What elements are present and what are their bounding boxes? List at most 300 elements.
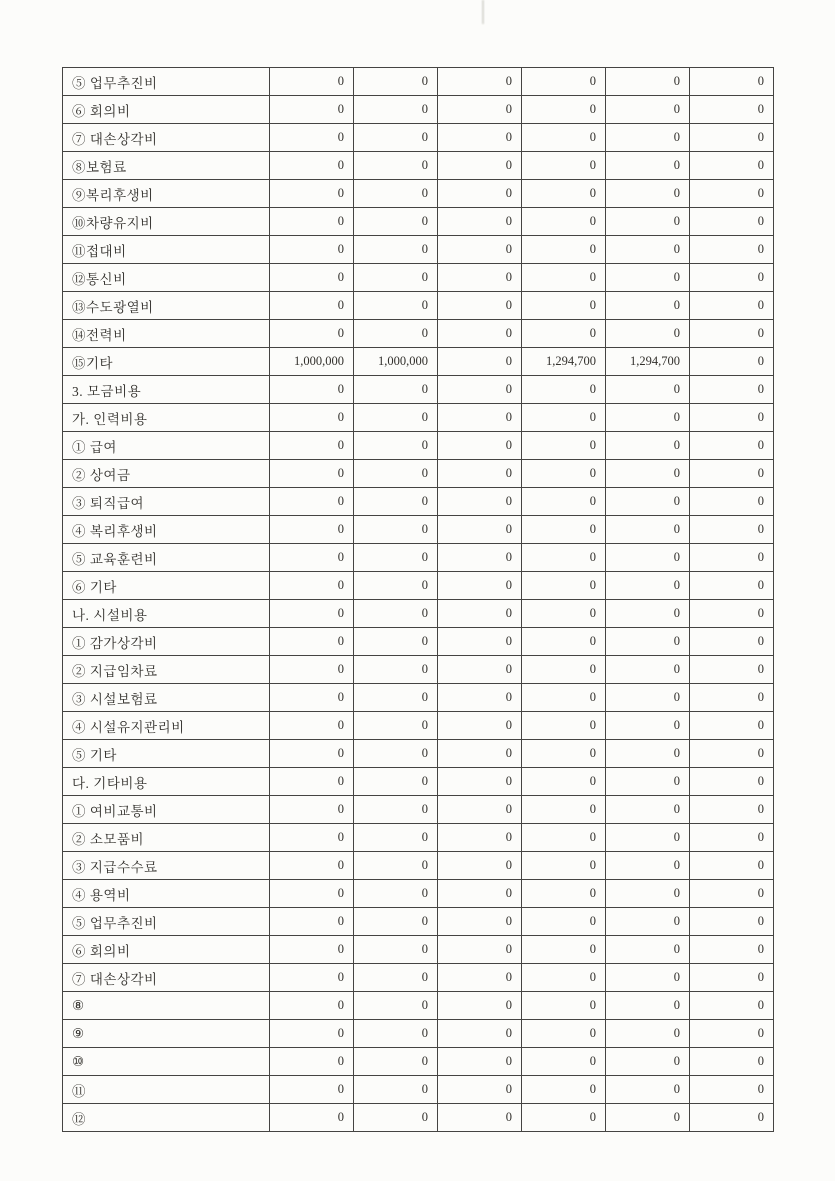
row-value: 0	[690, 712, 774, 740]
row-value: 0	[606, 432, 690, 460]
row-value: 0	[354, 1104, 438, 1132]
table-row	[63, 1020, 774, 1048]
row-value: 0	[270, 1020, 354, 1048]
row-value: 0	[690, 292, 774, 320]
row-value: 0	[690, 1020, 774, 1048]
row-label: ④ 복리후생비	[63, 516, 270, 544]
row-value: 0	[354, 460, 438, 488]
table-row	[63, 628, 774, 656]
table-row	[63, 656, 774, 684]
row-value: 0	[354, 824, 438, 852]
table-row	[63, 712, 774, 740]
row-value: 0	[606, 600, 690, 628]
row-value: 0	[438, 180, 522, 208]
row-label: ③ 퇴직급여	[63, 488, 270, 516]
row-value: 0	[522, 1048, 606, 1076]
row-value: 0	[354, 740, 438, 768]
row-value: 0	[438, 1020, 522, 1048]
row-value: 0	[354, 208, 438, 236]
row-value: 0	[438, 656, 522, 684]
row-value: 0	[522, 712, 606, 740]
row-label: ⑨	[63, 1020, 270, 1048]
row-value: 0	[438, 908, 522, 936]
table-row	[63, 796, 774, 824]
row-value: 0	[690, 180, 774, 208]
row-value: 0	[354, 544, 438, 572]
row-value: 0	[270, 516, 354, 544]
row-value: 0	[270, 768, 354, 796]
row-value: 0	[270, 180, 354, 208]
row-value: 0	[270, 152, 354, 180]
table-row	[63, 376, 774, 404]
row-value: 0	[270, 796, 354, 824]
table-row	[63, 852, 774, 880]
row-value: 0	[690, 572, 774, 600]
table-row	[63, 880, 774, 908]
row-value: 0	[606, 1020, 690, 1048]
row-value: 0	[438, 992, 522, 1020]
row-value: 0	[354, 432, 438, 460]
row-value: 0	[690, 796, 774, 824]
table-row	[63, 488, 774, 516]
row-value: 0	[438, 516, 522, 544]
row-value: 1,294,700	[606, 348, 690, 376]
row-label: ⑥ 회의비	[63, 96, 270, 124]
row-value: 0	[270, 600, 354, 628]
row-value: 0	[606, 516, 690, 544]
row-value: 0	[690, 880, 774, 908]
row-value: 0	[690, 96, 774, 124]
row-value: 0	[270, 572, 354, 600]
row-value: 0	[354, 600, 438, 628]
row-label: ⑪	[63, 1076, 270, 1104]
table-row	[63, 404, 774, 432]
row-value: 0	[270, 124, 354, 152]
row-value: 0	[606, 68, 690, 96]
row-value: 0	[354, 124, 438, 152]
row-value: 0	[522, 236, 606, 264]
row-value: 0	[690, 68, 774, 96]
row-value: 0	[438, 292, 522, 320]
row-value: 0	[270, 460, 354, 488]
row-value: 0	[354, 684, 438, 712]
row-value: 0	[606, 852, 690, 880]
table-row	[63, 600, 774, 628]
row-value: 0	[522, 740, 606, 768]
row-value: 0	[606, 992, 690, 1020]
row-value: 0	[690, 1104, 774, 1132]
row-label: ⑩차량유지비	[63, 208, 270, 236]
row-value: 0	[354, 656, 438, 684]
row-value: 0	[690, 656, 774, 684]
row-value: 0	[438, 488, 522, 516]
table-row	[63, 124, 774, 152]
row-label: ⑧보험료	[63, 152, 270, 180]
row-value: 0	[354, 1020, 438, 1048]
row-label: ② 소모품비	[63, 824, 270, 852]
row-value: 0	[354, 320, 438, 348]
row-value: 0	[270, 628, 354, 656]
row-value: 0	[270, 432, 354, 460]
row-value: 1,294,700	[522, 348, 606, 376]
row-value: 0	[270, 96, 354, 124]
row-value: 0	[522, 796, 606, 824]
row-value: 0	[522, 292, 606, 320]
row-value: 0	[522, 516, 606, 544]
row-value: 0	[438, 264, 522, 292]
row-value: 0	[606, 180, 690, 208]
row-value: 0	[354, 908, 438, 936]
row-value: 0	[690, 404, 774, 432]
row-value: 0	[270, 740, 354, 768]
row-value: 0	[690, 824, 774, 852]
row-value: 0	[270, 880, 354, 908]
row-value: 0	[270, 992, 354, 1020]
row-label: ④ 용역비	[63, 880, 270, 908]
row-value: 0	[438, 236, 522, 264]
row-value: 0	[522, 768, 606, 796]
row-value: 0	[438, 600, 522, 628]
row-value: 0	[690, 852, 774, 880]
row-label: 3. 모금비용	[63, 376, 270, 404]
row-value: 0	[606, 908, 690, 936]
row-label: ⑤ 업무추진비	[63, 908, 270, 936]
row-value: 0	[690, 236, 774, 264]
row-value: 1,000,000	[270, 348, 354, 376]
row-value: 0	[606, 880, 690, 908]
row-value: 0	[606, 936, 690, 964]
row-label: ① 급여	[63, 432, 270, 460]
row-value: 0	[522, 600, 606, 628]
row-value: 0	[606, 1104, 690, 1132]
row-value: 0	[522, 656, 606, 684]
row-value: 0	[438, 208, 522, 236]
row-value: 0	[690, 124, 774, 152]
row-value: 0	[354, 712, 438, 740]
row-value: 0	[438, 1048, 522, 1076]
table-row	[63, 348, 774, 376]
row-value: 0	[438, 404, 522, 432]
row-value: 0	[690, 320, 774, 348]
row-value: 0	[354, 96, 438, 124]
row-value: 0	[522, 376, 606, 404]
row-value: 0	[270, 208, 354, 236]
row-value: 0	[522, 964, 606, 992]
row-value: 0	[354, 68, 438, 96]
table-row	[63, 68, 774, 96]
table-row	[63, 264, 774, 292]
table-row	[63, 152, 774, 180]
row-label: 나. 시설비용	[63, 600, 270, 628]
table-row	[63, 572, 774, 600]
row-label: ⑫	[63, 1104, 270, 1132]
row-value: 0	[522, 432, 606, 460]
row-value: 0	[690, 544, 774, 572]
row-label: ① 여비교통비	[63, 796, 270, 824]
row-label: ⑧	[63, 992, 270, 1020]
row-value: 0	[606, 236, 690, 264]
row-value: 0	[438, 96, 522, 124]
row-value: 0	[438, 68, 522, 96]
row-value: 0	[270, 236, 354, 264]
table-row	[63, 964, 774, 992]
table-row	[63, 824, 774, 852]
row-value: 0	[522, 992, 606, 1020]
row-label: ⑤ 교육훈련비	[63, 544, 270, 572]
row-value: 0	[354, 292, 438, 320]
row-value: 0	[354, 992, 438, 1020]
row-label: ⑤ 업무추진비	[63, 68, 270, 96]
row-value: 0	[522, 1104, 606, 1132]
row-value: 0	[438, 460, 522, 488]
row-label: ① 감가상각비	[63, 628, 270, 656]
row-value: 0	[270, 1104, 354, 1132]
row-value: 0	[606, 712, 690, 740]
row-value: 0	[354, 236, 438, 264]
row-value: 0	[690, 208, 774, 236]
row-value: 0	[354, 488, 438, 516]
row-value: 0	[690, 264, 774, 292]
row-label: ⑥ 기타	[63, 572, 270, 600]
row-value: 0	[438, 432, 522, 460]
table-row	[63, 292, 774, 320]
row-value: 0	[438, 152, 522, 180]
row-value: 0	[690, 992, 774, 1020]
row-value: 0	[354, 768, 438, 796]
table-row	[63, 236, 774, 264]
row-label: ⑬수도광열비	[63, 292, 270, 320]
row-value: 0	[354, 964, 438, 992]
row-value: 0	[354, 852, 438, 880]
row-value: 0	[606, 572, 690, 600]
row-value: 0	[690, 936, 774, 964]
row-value: 0	[522, 936, 606, 964]
row-value: 0	[690, 768, 774, 796]
table-row	[63, 320, 774, 348]
row-label: ⑦ 대손상각비	[63, 124, 270, 152]
row-value: 0	[270, 1048, 354, 1076]
row-label: ⑨복리후생비	[63, 180, 270, 208]
expense-table-body	[63, 68, 774, 1132]
row-label: ⑥ 회의비	[63, 936, 270, 964]
row-value: 0	[270, 292, 354, 320]
row-value: 0	[606, 208, 690, 236]
row-value: 0	[522, 628, 606, 656]
row-value: 0	[522, 572, 606, 600]
row-value: 0	[522, 264, 606, 292]
row-value: 0	[522, 544, 606, 572]
row-value: 0	[606, 264, 690, 292]
row-value: 0	[438, 740, 522, 768]
row-value: 0	[270, 544, 354, 572]
row-value: 0	[606, 628, 690, 656]
row-value: 0	[438, 684, 522, 712]
row-value: 0	[270, 824, 354, 852]
row-value: 0	[606, 684, 690, 712]
row-value: 0	[354, 572, 438, 600]
row-value: 0	[690, 460, 774, 488]
scan-crease-mark	[482, 0, 484, 24]
row-value: 0	[690, 908, 774, 936]
row-value: 0	[606, 376, 690, 404]
table-row	[63, 432, 774, 460]
row-value: 0	[270, 264, 354, 292]
row-value: 0	[354, 880, 438, 908]
row-value: 0	[606, 964, 690, 992]
row-value: 0	[270, 488, 354, 516]
row-value: 0	[354, 376, 438, 404]
row-value: 0	[354, 264, 438, 292]
row-value: 0	[438, 768, 522, 796]
row-label: ③ 지급수수료	[63, 852, 270, 880]
row-value: 0	[270, 656, 354, 684]
table-row	[63, 740, 774, 768]
row-label: ② 상여금	[63, 460, 270, 488]
row-value: 0	[270, 68, 354, 96]
row-value: 0	[438, 376, 522, 404]
table-row	[63, 96, 774, 124]
row-value: 0	[606, 488, 690, 516]
row-value: 0	[690, 628, 774, 656]
row-value: 0	[522, 684, 606, 712]
row-label: ⑤ 기타	[63, 740, 270, 768]
row-label: ② 지급임차료	[63, 656, 270, 684]
row-label: 가. 인력비용	[63, 404, 270, 432]
row-value: 0	[522, 488, 606, 516]
row-value: 0	[438, 712, 522, 740]
row-value: 0	[606, 656, 690, 684]
table-row	[63, 1104, 774, 1132]
row-value: 0	[606, 460, 690, 488]
row-value: 0	[606, 124, 690, 152]
row-value: 0	[438, 964, 522, 992]
row-value: 0	[690, 740, 774, 768]
row-value: 0	[606, 96, 690, 124]
row-label: ⑩	[63, 1048, 270, 1076]
row-value: 0	[354, 516, 438, 544]
row-value: 0	[690, 1076, 774, 1104]
row-value: 0	[690, 964, 774, 992]
row-value: 0	[270, 320, 354, 348]
row-value: 0	[690, 1048, 774, 1076]
row-value: 0	[438, 796, 522, 824]
row-value: 0	[522, 96, 606, 124]
row-label: 다. 기타비용	[63, 768, 270, 796]
row-value: 0	[690, 152, 774, 180]
row-value: 0	[522, 880, 606, 908]
row-label: ⑭전력비	[63, 320, 270, 348]
row-value: 0	[606, 292, 690, 320]
row-value: 0	[606, 824, 690, 852]
row-value: 0	[690, 488, 774, 516]
row-value: 1,000,000	[354, 348, 438, 376]
table-row	[63, 208, 774, 236]
row-label: ④ 시설유지관리비	[63, 712, 270, 740]
row-value: 0	[522, 1076, 606, 1104]
row-value: 0	[438, 936, 522, 964]
table-row	[63, 544, 774, 572]
row-value: 0	[606, 404, 690, 432]
row-value: 0	[438, 1076, 522, 1104]
row-value: 0	[522, 852, 606, 880]
row-value: 0	[438, 572, 522, 600]
row-value: 0	[522, 460, 606, 488]
table-row	[63, 516, 774, 544]
row-value: 0	[354, 1048, 438, 1076]
table-row	[63, 460, 774, 488]
row-value: 0	[270, 404, 354, 432]
table-row	[63, 180, 774, 208]
row-value: 0	[606, 768, 690, 796]
row-label: ⑪접대비	[63, 236, 270, 264]
row-value: 0	[606, 320, 690, 348]
row-value: 0	[522, 68, 606, 96]
row-value: 0	[606, 152, 690, 180]
row-value: 0	[606, 1048, 690, 1076]
expense-table	[62, 67, 774, 1132]
row-value: 0	[270, 1076, 354, 1104]
row-value: 0	[438, 880, 522, 908]
row-value: 0	[438, 544, 522, 572]
row-value: 0	[606, 796, 690, 824]
row-value: 0	[438, 124, 522, 152]
row-value: 0	[522, 152, 606, 180]
row-value: 0	[690, 600, 774, 628]
row-value: 0	[354, 152, 438, 180]
row-value: 0	[438, 628, 522, 656]
table-row	[63, 684, 774, 712]
table-row	[63, 992, 774, 1020]
row-value: 0	[522, 180, 606, 208]
row-label: ③ 시설보험료	[63, 684, 270, 712]
row-value: 0	[606, 544, 690, 572]
row-value: 0	[270, 712, 354, 740]
row-value: 0	[522, 404, 606, 432]
row-value: 0	[522, 908, 606, 936]
row-value: 0	[690, 684, 774, 712]
row-value: 0	[690, 432, 774, 460]
row-value: 0	[270, 936, 354, 964]
row-value: 0	[354, 404, 438, 432]
table-row	[63, 768, 774, 796]
row-value: 0	[354, 628, 438, 656]
table-row	[63, 908, 774, 936]
row-label: ⑮기타	[63, 348, 270, 376]
row-value: 0	[270, 376, 354, 404]
row-value: 0	[438, 348, 522, 376]
table-row	[63, 1076, 774, 1104]
row-value: 0	[690, 348, 774, 376]
row-value: 0	[354, 796, 438, 824]
row-value: 0	[438, 852, 522, 880]
table-row	[63, 936, 774, 964]
row-value: 0	[438, 1104, 522, 1132]
row-label: ⑦ 대손상각비	[63, 964, 270, 992]
row-value: 0	[438, 824, 522, 852]
row-value: 0	[270, 684, 354, 712]
row-value: 0	[522, 1020, 606, 1048]
row-value: 0	[438, 320, 522, 348]
row-value: 0	[354, 1076, 438, 1104]
row-value: 0	[690, 376, 774, 404]
row-value: 0	[354, 936, 438, 964]
table-row	[63, 1048, 774, 1076]
row-value: 0	[606, 740, 690, 768]
row-value: 0	[522, 320, 606, 348]
row-value: 0	[270, 908, 354, 936]
row-value: 0	[270, 964, 354, 992]
row-value: 0	[522, 824, 606, 852]
